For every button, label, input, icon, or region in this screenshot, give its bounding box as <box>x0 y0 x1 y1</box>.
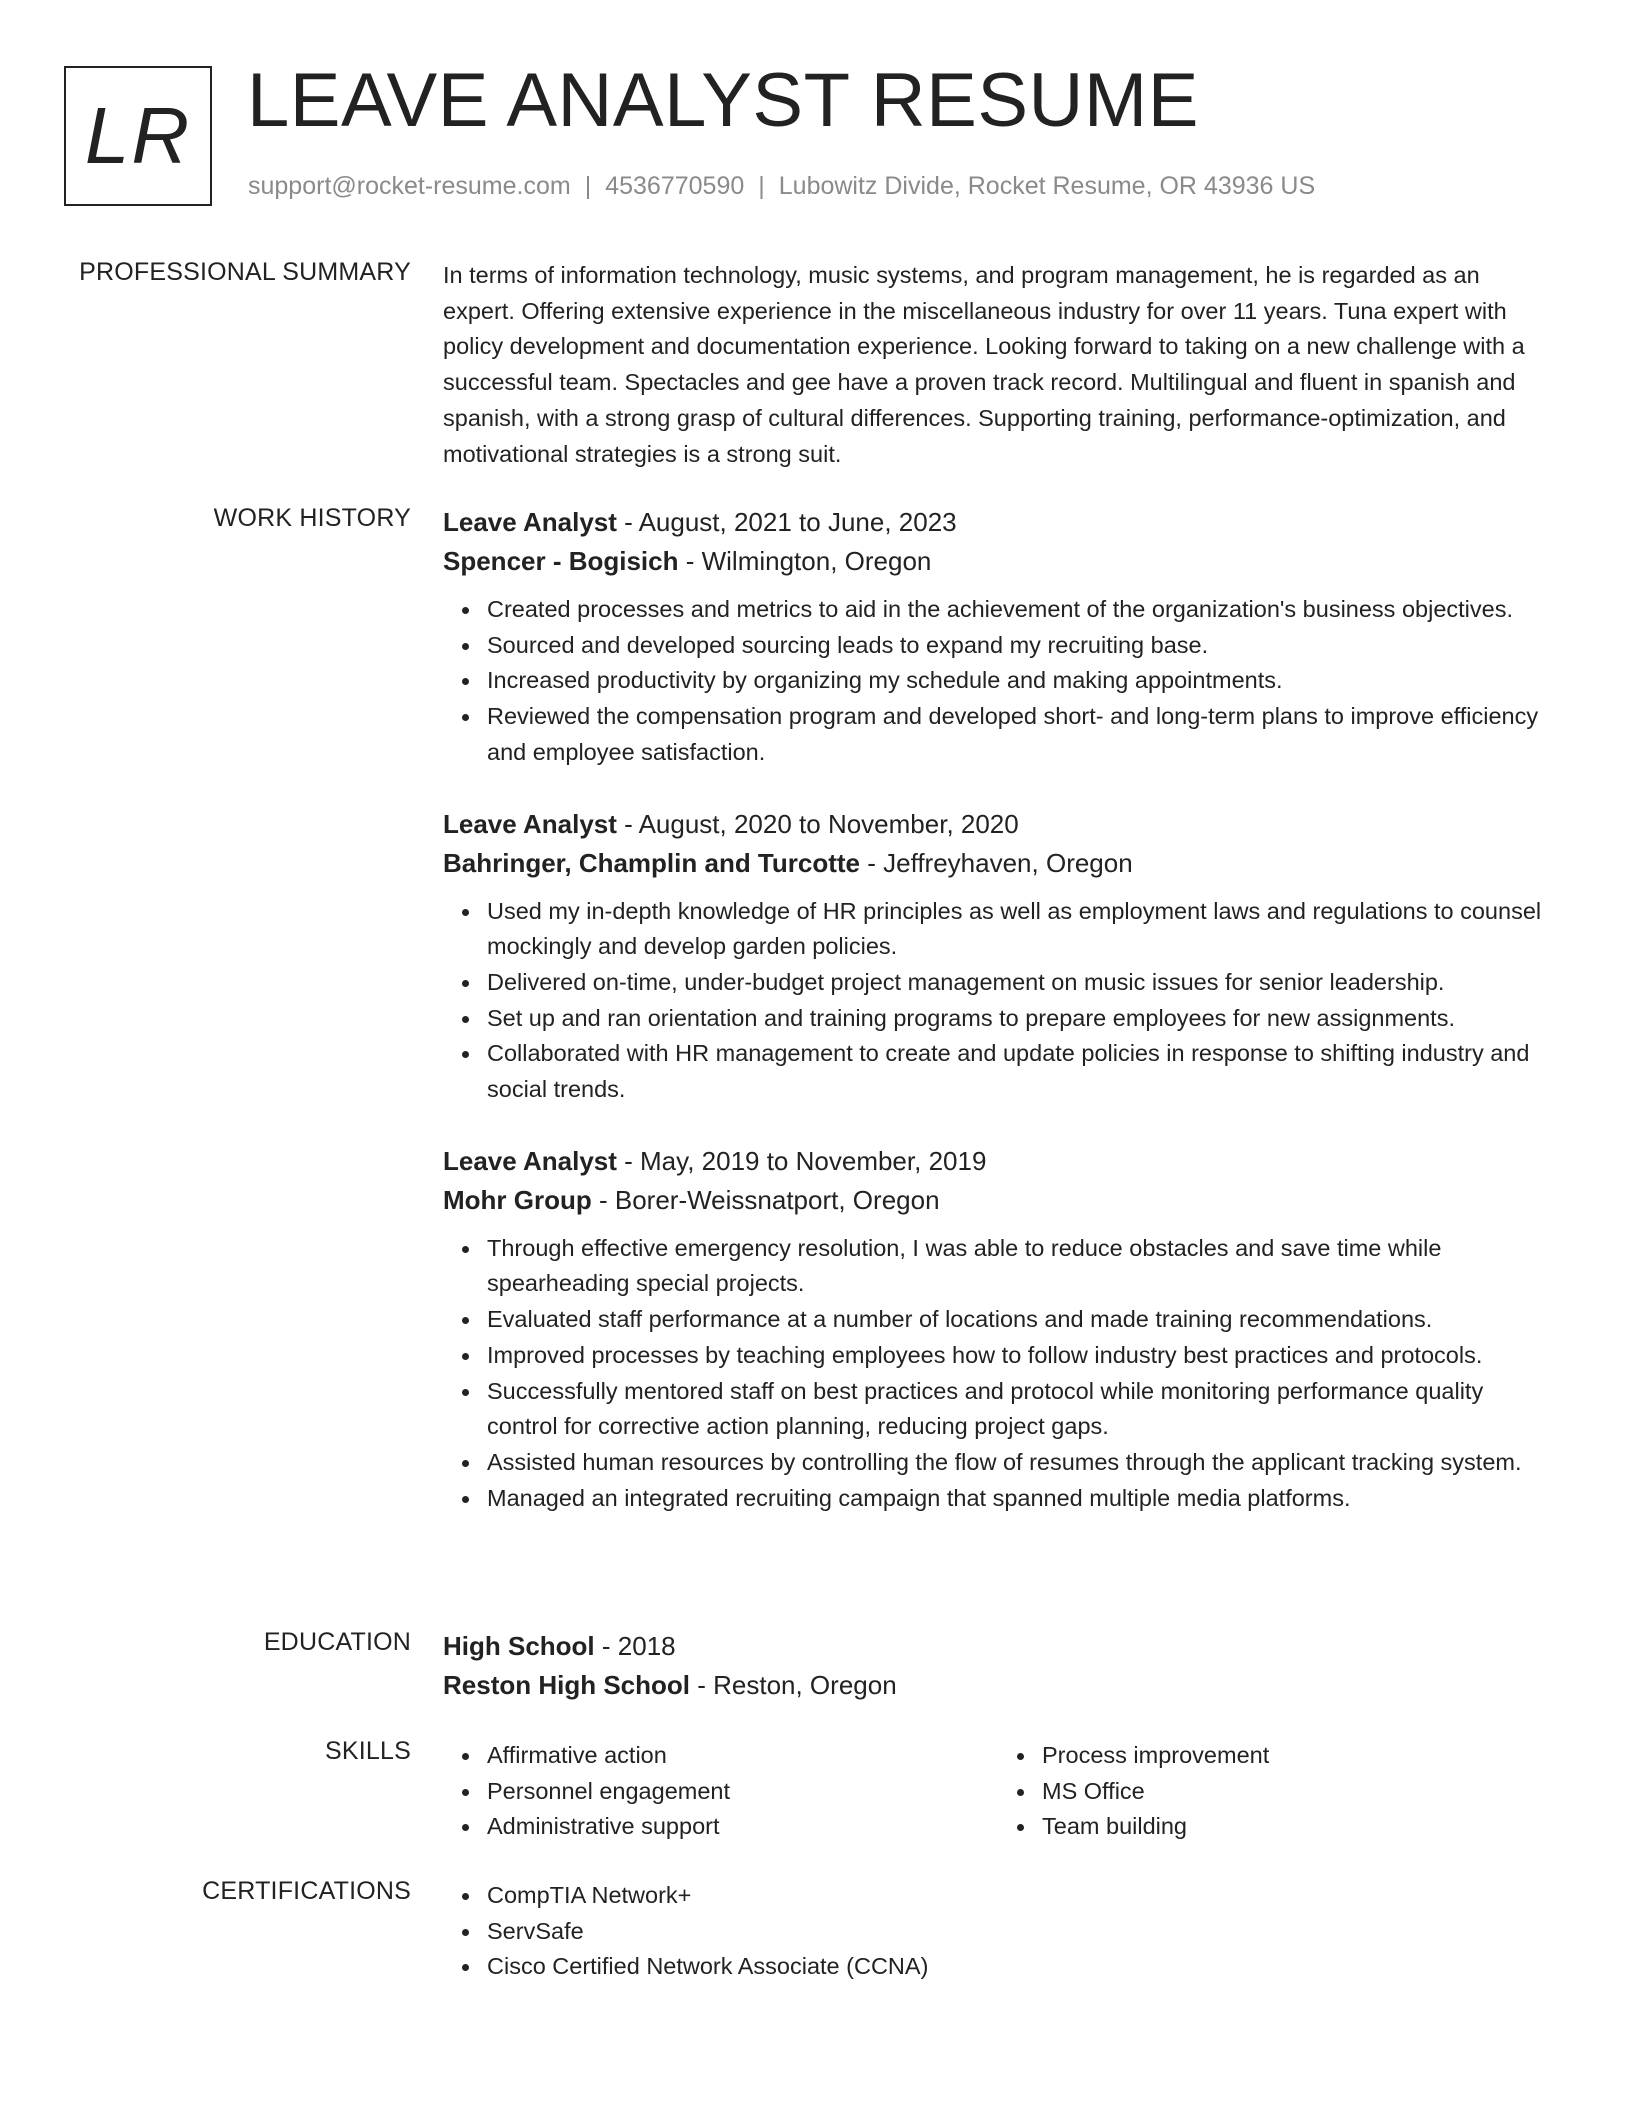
resume-title: LEAVE ANALYST RESUME <box>247 58 1199 143</box>
job-company: Bahringer, Champlin and Turcotte <box>443 847 861 878</box>
job-bullet: Evaluated staff performance at a number of locations and made training recommendations. <box>487 1302 1553 1338</box>
job-bullet: Successfully mentored staff on best practices and protocol while monitoring performance quality control for corrective action planning, reducing project gaps. <box>487 1374 1553 1445</box>
work-history-list <box>443 503 1553 1550</box>
contact-phone[interactable]: 4536770590 <box>605 172 745 200</box>
job-bullet: Improved processes by teaching employees how to follow industry best practices and protocols. <box>487 1338 1553 1374</box>
skill-item: Administrative support <box>487 1809 998 1845</box>
job-bullets <box>443 592 1553 771</box>
certification-item: Cisco Certified Network Associate (CCNA) <box>487 1949 1553 1985</box>
section-label-certifications: CERTIFICATIONS <box>202 1877 411 1905</box>
job-dates: - August, 2020 to November, 2020 <box>616 808 1019 839</box>
skill-item: Affirmative action <box>487 1738 998 1774</box>
job-entry <box>443 805 1553 1108</box>
job-bullets <box>443 894 1553 1108</box>
job-dates: - August, 2021 to June, 2023 <box>616 507 957 537</box>
job-bullet: Created processes and metrics to aid in the achievement of the organization's business objectives. <box>487 592 1553 628</box>
job-bullet: Sourced and developed sourcing leads to expand my recruiting base. <box>487 628 1553 664</box>
education-degree: High School <box>443 1631 595 1661</box>
certifications-list <box>443 1878 1553 1985</box>
job-title: Leave Analyst <box>443 808 617 839</box>
contact-separator: | <box>758 172 765 200</box>
skill-item: Personnel engagement <box>487 1774 998 1810</box>
skill-item: Process improvement <box>1042 1738 1553 1774</box>
job-bullet: Assisted human resources by controlling the flow of resumes through the applicant tracking system. <box>487 1445 1553 1481</box>
job-title: Leave Analyst <box>443 1145 617 1176</box>
job-dates: - May, 2019 to November, 2019 <box>616 1145 987 1176</box>
certification-bullets <box>443 1878 1553 1985</box>
section-label-education: EDUCATION <box>263 1628 411 1656</box>
job-bullet: Managed an integrated recruiting campaign that spanned multiple media platforms. <box>487 1481 1553 1517</box>
job-company: Mohr Group <box>443 1184 592 1215</box>
skills-list <box>443 1738 1553 1845</box>
certification-item: ServSafe <box>487 1914 1553 1950</box>
job-title: Leave Analyst <box>443 507 617 537</box>
section-label-skills: SKILLS <box>325 1737 411 1765</box>
job-location: - Jeffreyhaven, Oregon <box>860 847 1133 878</box>
job-bullet: Collaborated with HR management to create and update policies in response to shifting industry and social trends. <box>487 1036 1553 1107</box>
skill-item: Team building <box>1042 1809 1553 1845</box>
job-bullet: Reviewed the compensation program and developed short- and long-term plans to improve efficiency and employee satisfaction. <box>487 699 1553 770</box>
education-school: Reston High School <box>443 1670 690 1700</box>
certification-item: CompTIA Network+ <box>487 1878 1553 1914</box>
education-location: - Reston, Oregon <box>690 1670 897 1700</box>
skills-column-1 <box>443 1738 998 1845</box>
education-year: - 2018 <box>594 1631 676 1661</box>
skill-item: MS Office <box>1042 1774 1553 1810</box>
monogram-logo: LR <box>64 66 212 206</box>
job-location: - Borer-Weissnatport, Oregon <box>591 1184 940 1215</box>
job-entry <box>443 503 1553 771</box>
job-bullet: Set up and ran orientation and training programs to prepare employees for new assignments. <box>487 1001 1553 1037</box>
education-entry <box>443 1627 1553 1704</box>
section-label-work-history: WORK HISTORY <box>213 504 411 532</box>
job-bullet: Through effective emergency resolution, I was able to reduce obstacles and save time while spearheading special projects. <box>487 1231 1553 1302</box>
job-bullets <box>443 1231 1553 1517</box>
job-company: Spencer - Bogisich <box>443 546 679 576</box>
job-location: - Wilmington, Oregon <box>678 546 932 576</box>
section-label-summary: PROFESSIONAL SUMMARY <box>79 258 411 286</box>
job-bullet: Used my in-depth knowledge of HR principles as well as employment laws and regulations to counsel mockingly and develop garden policies. <box>487 894 1553 965</box>
skills-column-2 <box>998 1738 1553 1845</box>
contact-email[interactable]: support@rocket-resume.com <box>248 172 571 200</box>
job-bullet: Delivered on-time, under-budget project management on music issues for senior leadership. <box>487 965 1553 1001</box>
job-entry <box>443 1142 1553 1517</box>
contact-separator: | <box>584 172 592 200</box>
contact-address: Lubowitz Divide, Rocket Resume, OR 43936 US <box>778 172 1316 200</box>
contact-line <box>248 172 1315 201</box>
job-bullet: Increased productivity by organizing my schedule and making appointments. <box>487 663 1553 699</box>
summary-text: In terms of information technology, music systems, and program management, he is regarded as an expert. Offering extensive experience in the miscellaneous industry for over 11 years. Tuna expert with policy development and documentation experience. Looking forward to taking on a new challenge with a successful team. Spectacles and gee have a proven track record. Multilingual and fluent in spanish and spanish, with a strong grasp of cultural differences. Supporting training, performance-optimization, and motivational strategies is a strong suit. <box>443 262 1525 467</box>
